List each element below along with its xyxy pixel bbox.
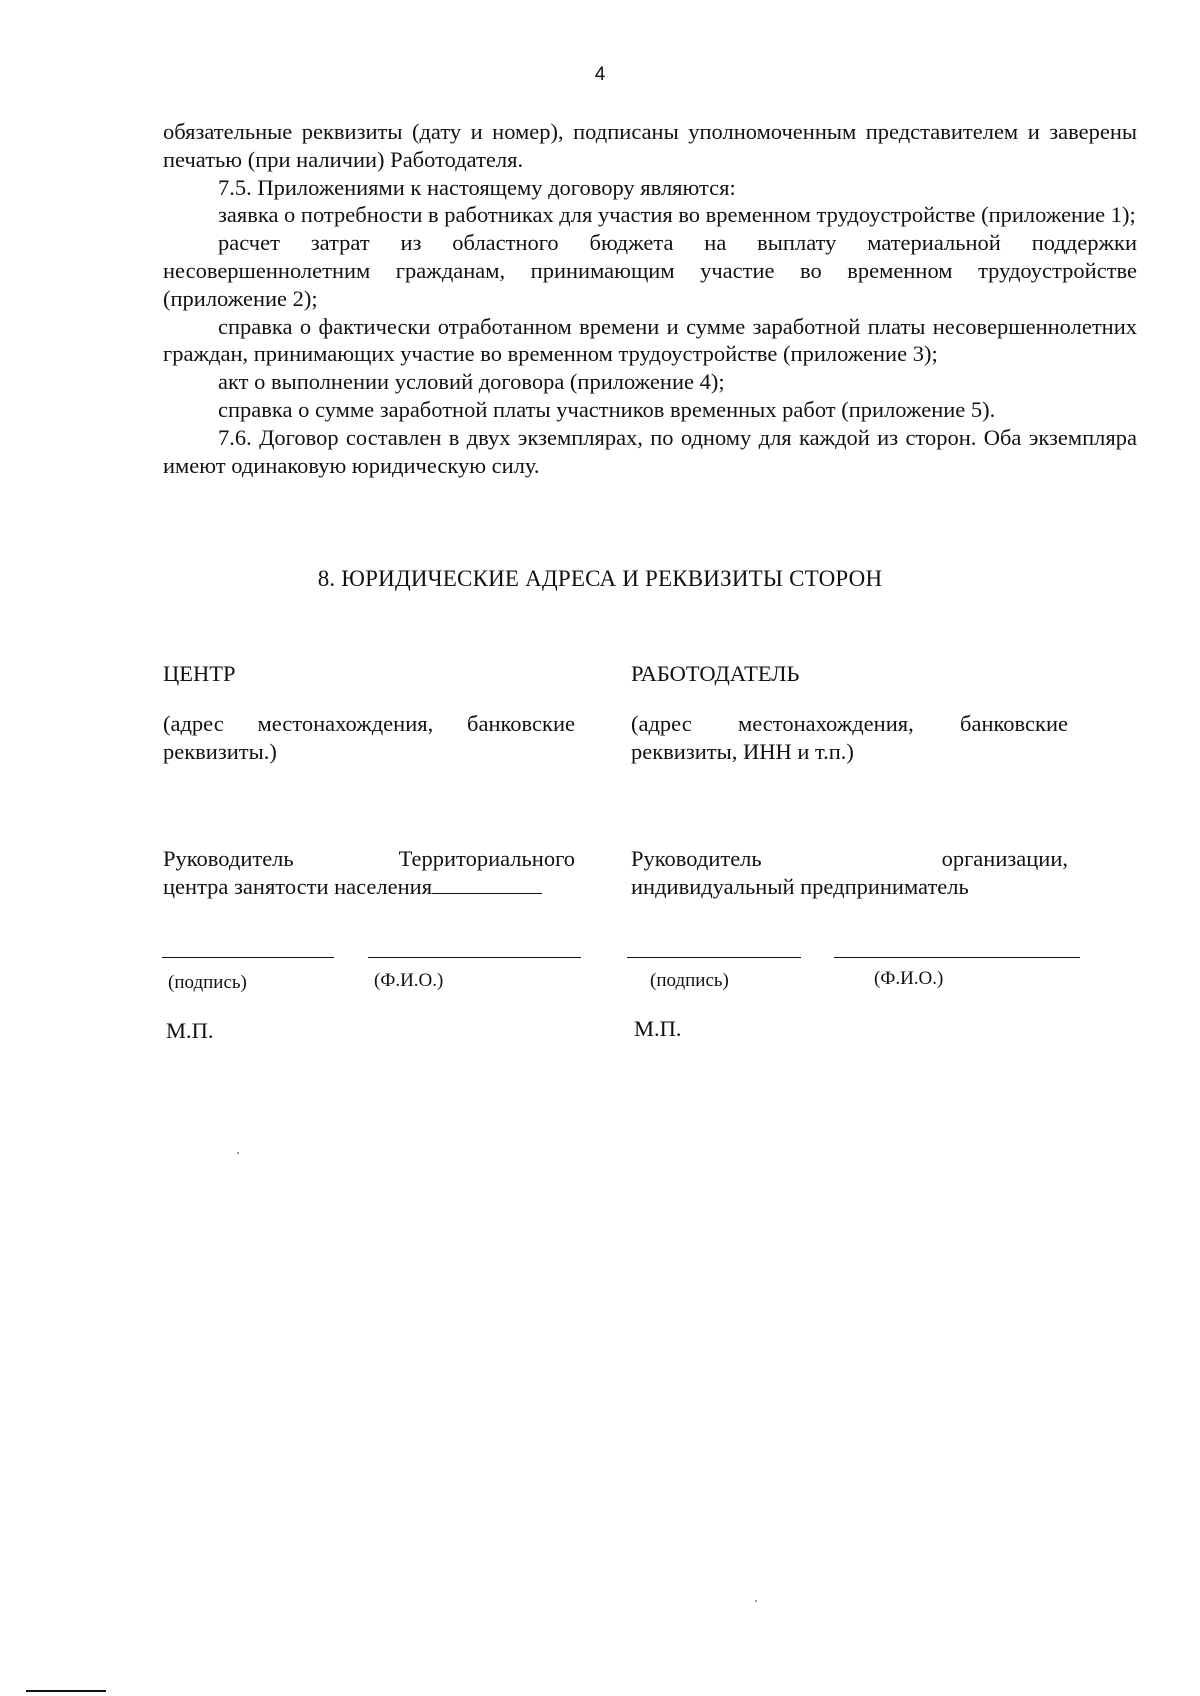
paragraph-7-6: 7.6. Договор составлен в двух экземплярах, по одному для каждой из сторон. Оба экземпляра имеют одинаковую юридическую силу.: [163, 424, 1137, 478]
paragraph-appendix-2: расчет затрат из областного бюджета на выплату материальной поддержки несовершеннолетним гражданам, принимающим участие во временном трудоустройстве (приложение 2);: [163, 230, 1137, 311]
right-party-title: РАБОТОДАТЕЛЬ: [631, 661, 800, 686]
left-party-title: ЦЕНТР: [163, 661, 236, 686]
page-number: 4: [594, 64, 606, 85]
left-head-line2: центра занятости населения: [163, 873, 433, 899]
left-party-head: [163, 845, 575, 900]
right-signature-line: [627, 957, 801, 958]
left-requisites-line2: реквизиты.): [163, 738, 277, 764]
paragraph-requisites-continuation: обязательные реквизиты (дату и номер), подписаны уполномоченным представителем и заверены печатью (при наличии) Работодателя.: [163, 119, 1137, 172]
right-party-head: [631, 845, 1068, 900]
right-name-caption: (Ф.И.О.): [874, 968, 944, 989]
left-head-blank-line: [432, 875, 542, 894]
right-party-requisites: [631, 710, 1068, 765]
right-requisites-line1: (адрес местонахождения, банковские: [631, 711, 1068, 736]
paragraph-appendix-3: справка о фактически отработанном времени и сумме заработной платы несовершеннолетних граждан, принимающих участие во временном трудоустройстве (приложение 3);: [163, 313, 1137, 367]
paragraph-appendix-5: справка о сумме заработной платы участников временных работ (приложение 5).: [218, 396, 996, 422]
right-requisites-line2: реквизиты, ИНН и т.п.): [631, 738, 854, 764]
scan-speck: [237, 1152, 239, 1154]
right-head-line2: индивидуальный предприниматель: [631, 873, 969, 899]
left-head-line2-wrap: [163, 873, 575, 901]
left-head-line1: Руководитель Территориального: [163, 846, 575, 871]
left-seal-mark: М.П.: [166, 1018, 214, 1043]
left-name-caption: (Ф.И.О.): [374, 970, 444, 991]
paragraph-7-5: 7.5. Приложениями к настоящему договору являются:: [218, 174, 736, 200]
left-party-requisites: [163, 710, 575, 765]
left-party-column: [163, 0, 575, 1100]
right-head-line1: Руководитель организации,: [631, 846, 1068, 871]
right-signature-caption: (подпись): [650, 970, 729, 991]
left-name-line: [368, 957, 581, 958]
left-requisites-line1: (адрес местонахождения, банковские: [163, 711, 575, 736]
section-title: 8. ЮРИДИЧЕСКИЕ АДРЕСА И РЕКВИЗИТЫ СТОРОН: [317, 566, 883, 591]
right-name-line: [834, 957, 1080, 958]
paragraph-appendix-1: заявка о потребности в работниках для участия во временном трудоустройстве (приложение 1);: [218, 202, 1136, 228]
left-signature-caption: (подпись): [168, 972, 247, 993]
left-signature-line: [162, 957, 334, 958]
scan-corner-mark: [26, 1690, 106, 1692]
right-seal-mark: М.П.: [634, 1016, 682, 1041]
right-party-column: [631, 0, 1068, 1100]
scan-speck: [755, 1600, 757, 1602]
paragraph-appendix-4: акт о выполнении условий договора (приложение 4);: [218, 369, 725, 395]
